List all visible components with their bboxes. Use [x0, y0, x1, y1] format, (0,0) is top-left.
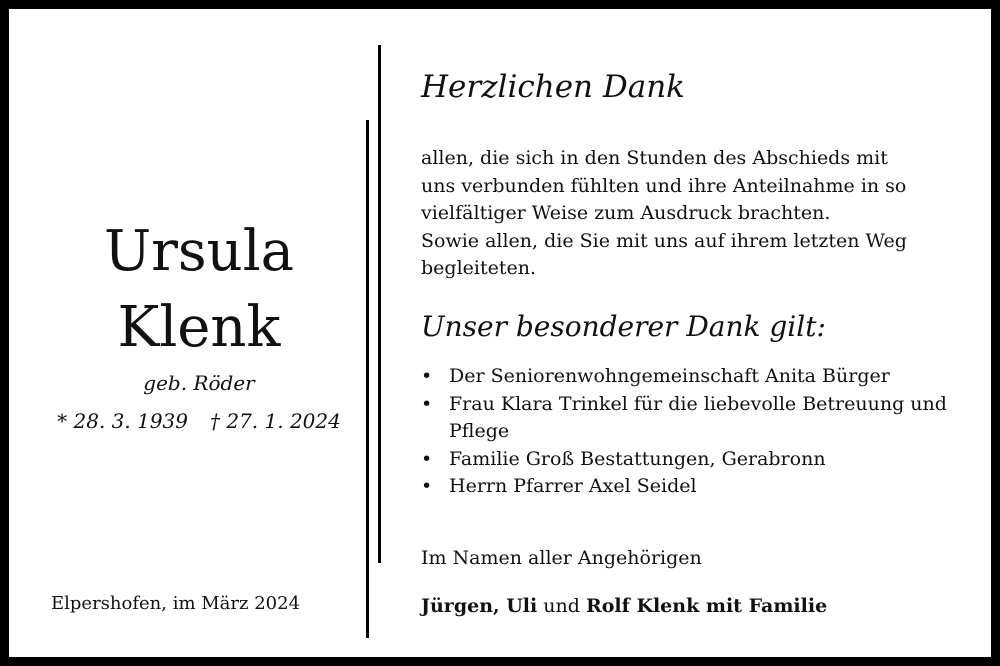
deceased-last-name: Klenk [117, 295, 281, 360]
message-line: Sowie allen, die Sie mit uns auf ihrem letzten Weg [421, 229, 907, 252]
life-dates [39, 407, 359, 435]
divider-line-upper [378, 45, 381, 563]
divider-line-lower [366, 120, 369, 638]
signer-names-first: Jürgen, Uli [421, 595, 538, 617]
list-item [421, 391, 981, 446]
maiden-name: geb. Röder [143, 371, 255, 395]
place-and-date: Elpershofen, im März 2024 [51, 593, 301, 614]
closing-line: Im Namen aller Angehörigen [421, 547, 702, 569]
list-item-text: Pflege [449, 420, 510, 442]
list-item [421, 363, 981, 391]
signer-connector: und [537, 595, 586, 617]
bullet-icon: • [421, 365, 433, 387]
list-item-text: Frau Klara Trinkel für die liebevolle Betreuung und [449, 392, 947, 415]
bullet-icon: • [421, 392, 433, 415]
list-item-text: Herrn Pfarrer Axel Seidel [449, 475, 697, 497]
deceased-first-name: Ursula [103, 219, 295, 284]
message-line: begleiteten. [421, 257, 537, 279]
message-line: allen, die sich in den Stunden des Abschieds mit [421, 147, 888, 169]
birth-date: * 28. 3. 1939 [57, 409, 188, 433]
list-item-text: Familie Groß Bestattungen, Gerabronn [449, 447, 826, 470]
special-thanks-list [421, 363, 981, 501]
thanks-message [421, 145, 981, 283]
bullet-icon: • [421, 447, 433, 470]
list-item-text: Der Seniorenwohngemeinschaft Anita Bürger [449, 365, 890, 387]
message-line: uns verbunden fühlten und ihre Anteilnahme in so [421, 174, 907, 197]
list-item [421, 446, 981, 474]
signer-names-second: Rolf Klenk mit Familie [585, 595, 828, 617]
message-line: vielfältiger Weise zum Ausdruck brachten. [421, 202, 831, 224]
list-item [421, 473, 981, 501]
special-thanks-heading: Unser besonderer Dank gilt: [421, 310, 826, 343]
bullet-icon: • [421, 475, 433, 497]
thanks-heading: Herzlichen Dank [421, 69, 685, 105]
death-date: † 27. 1. 2024 [210, 409, 341, 433]
signers [421, 593, 827, 620]
